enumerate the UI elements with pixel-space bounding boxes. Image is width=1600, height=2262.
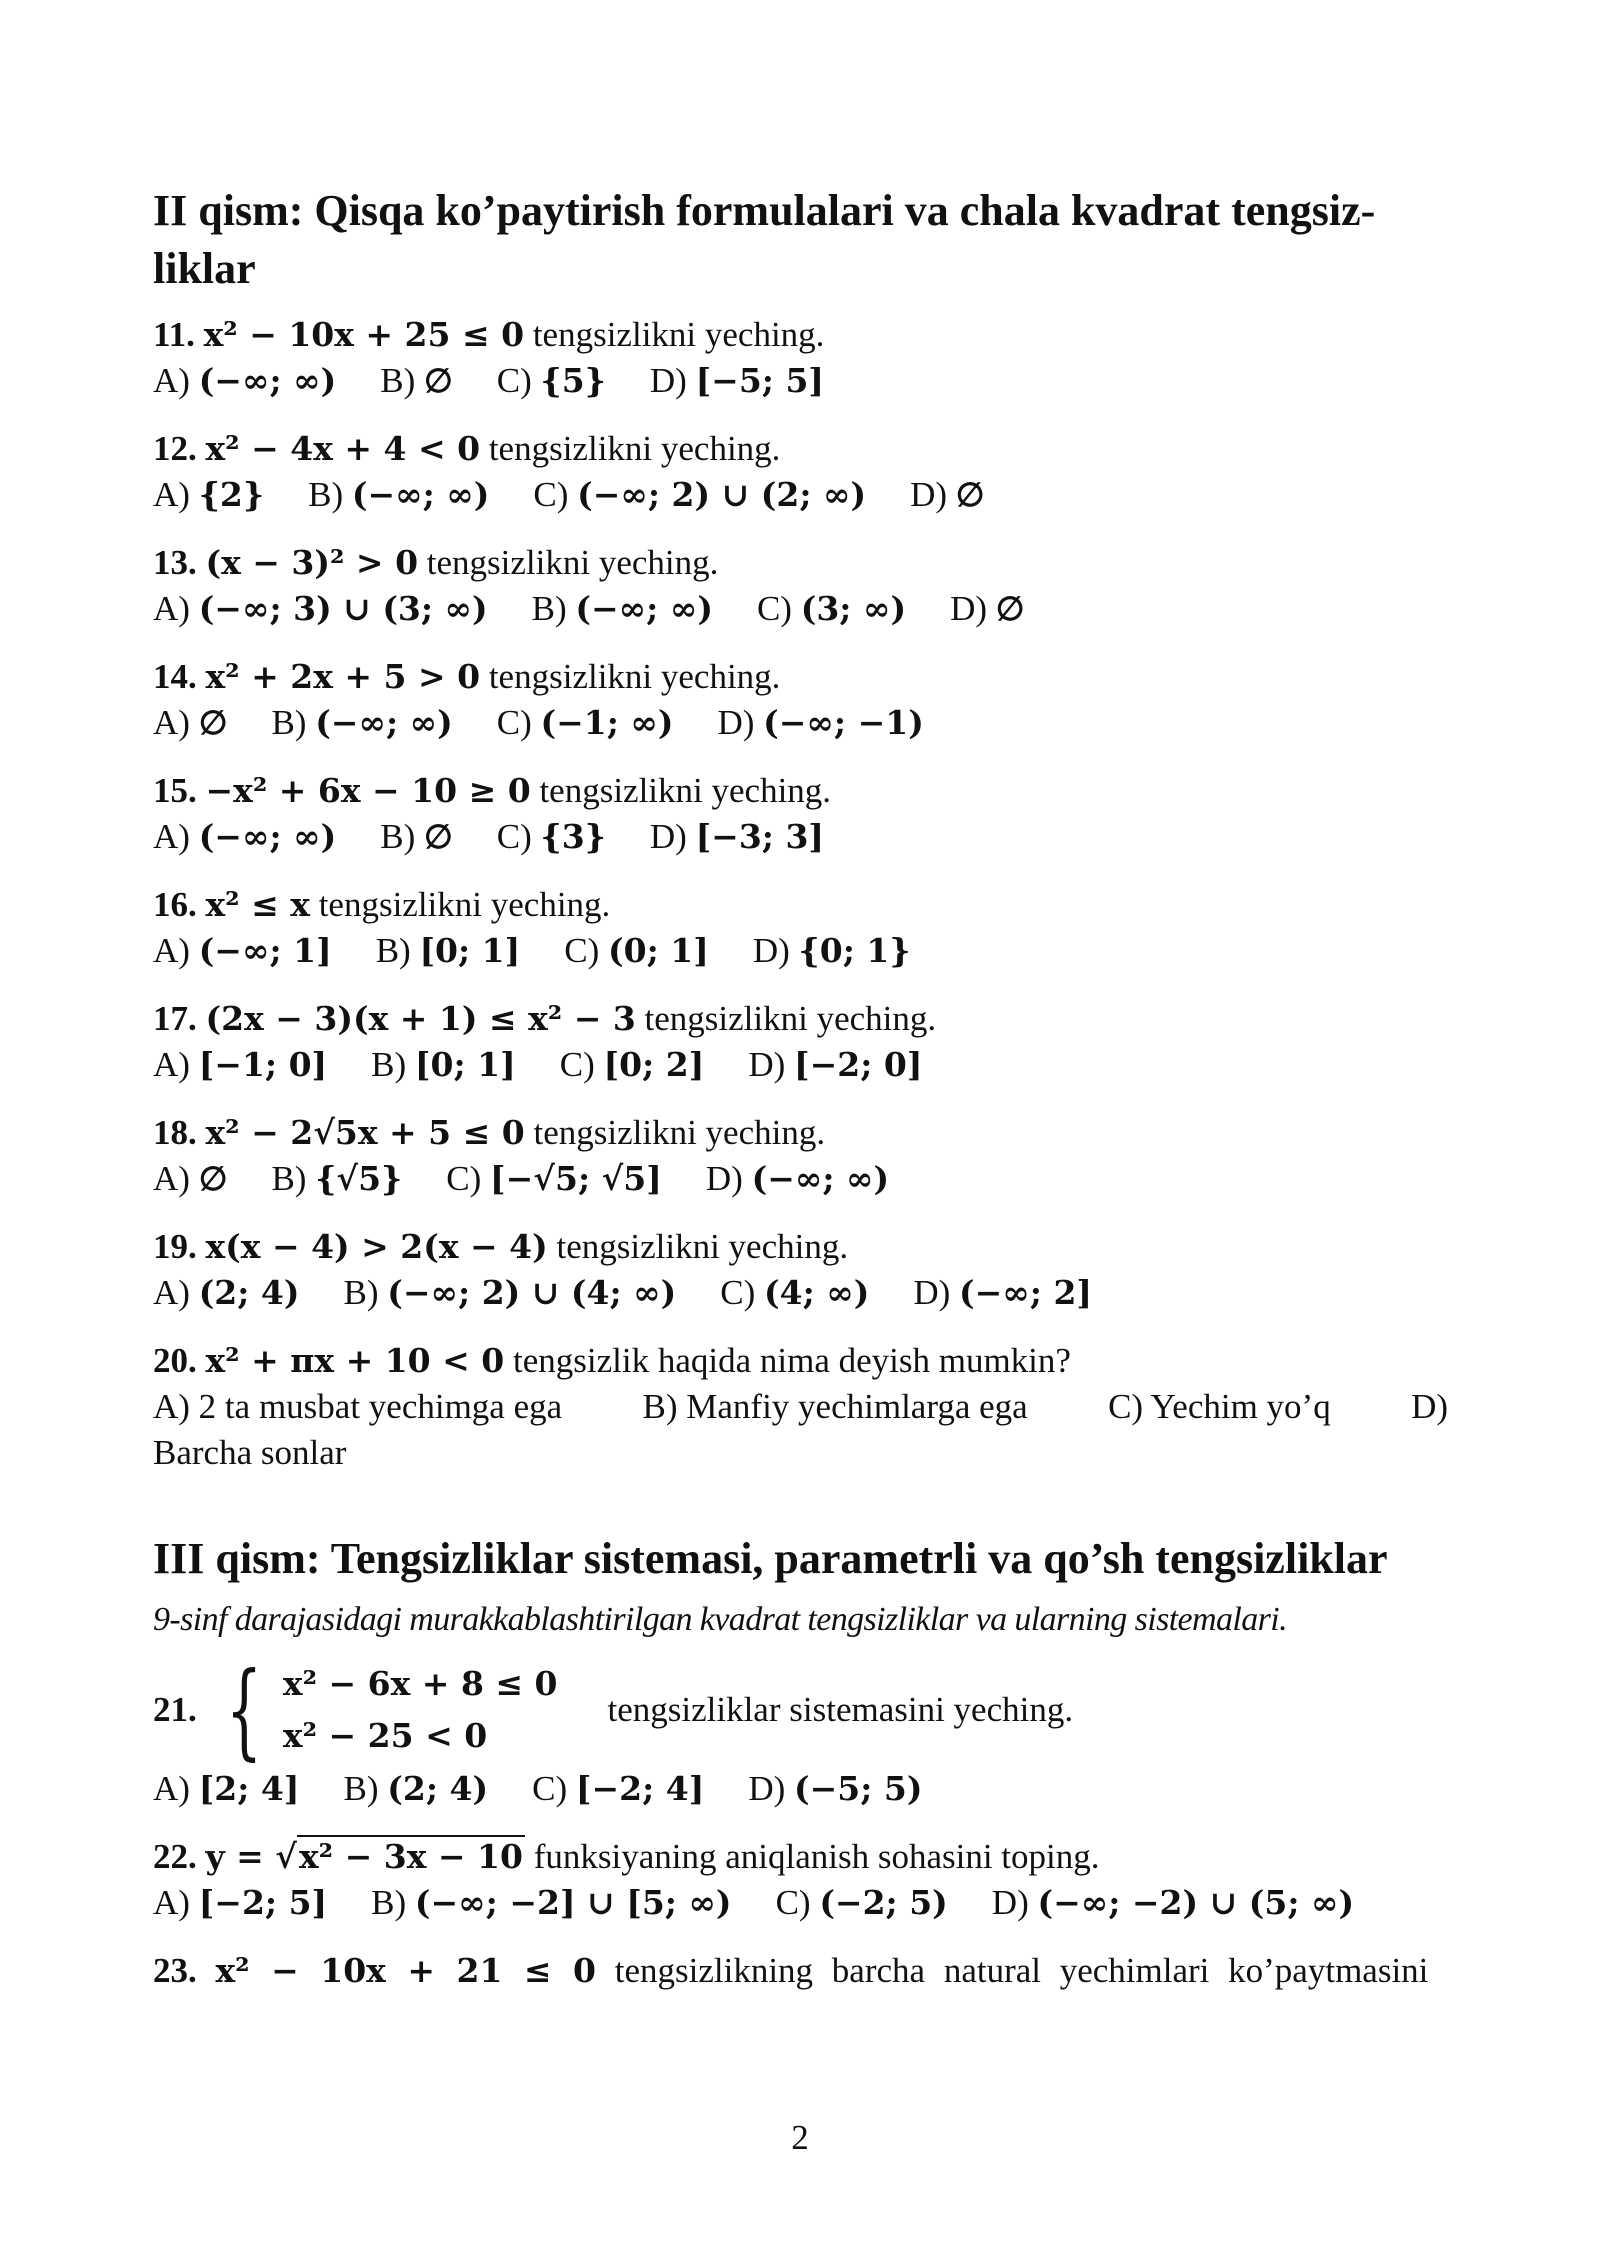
option-letter: C) (756, 589, 801, 628)
answer-option (380, 814, 453, 860)
problem-23 (153, 1948, 1453, 1994)
option-value: (3; ∞) (800, 589, 907, 628)
option-letter: C) (564, 931, 609, 970)
option-value: (−∞; −2] ∪ [5; ∞) (414, 1883, 732, 1922)
problem-expression: x² ≤ x (205, 885, 310, 924)
option-value: [−2; 5] (198, 1883, 328, 1922)
option-letter: D) (649, 361, 696, 400)
option-value: (−∞; ∞) (198, 361, 337, 400)
option-letter: C) (533, 475, 578, 514)
problem-number: 17. (153, 999, 197, 1038)
problem-11 (153, 312, 1453, 404)
option-d-continued: Barcha sonlar (153, 1433, 347, 1472)
option-a: A) 2 ta musbat yechimga ega (153, 1387, 563, 1426)
option-letter: B) (371, 1883, 415, 1922)
option-letter: A) (153, 1769, 199, 1808)
option-value: (0; 1] (608, 931, 709, 970)
option-value: (4; ∞) (764, 1273, 870, 1312)
option-value: (−∞; ∞) (575, 589, 713, 628)
problem-13 (153, 540, 1453, 632)
answer-option (153, 928, 332, 974)
option-letter: A) (153, 817, 199, 856)
answer-option (650, 358, 824, 404)
answer-option (950, 586, 1024, 632)
option-value: (−∞; 1] (198, 931, 332, 970)
option-value: [0; 1] (414, 1045, 516, 1084)
problem-16 (153, 882, 1453, 974)
problem-text: tengsizlikni yeching. (480, 657, 781, 696)
option-letter: D) (649, 817, 696, 856)
option-letter: A) (153, 1273, 199, 1312)
answer-option (717, 700, 923, 746)
answer-option (497, 814, 606, 860)
answer-option (153, 472, 264, 518)
option-value: (−∞; ∞) (315, 703, 453, 742)
problem-20 (153, 1338, 1453, 1476)
option-value: [0; 1] (419, 931, 521, 970)
section-3-title: III qism: Tengsizliklar sistemasi, parametrli va qo’sh tengsizliklar (153, 1534, 1388, 1583)
option-value: ∅ (423, 361, 453, 400)
problem-expression: x² − 10x + 21 ≤ 0 (215, 1951, 596, 1990)
option-letter: B) (380, 361, 424, 400)
option-letter: B) (343, 1769, 388, 1808)
options-row (153, 814, 1453, 860)
options-row (153, 1042, 1453, 1088)
answer-option (376, 928, 521, 974)
option-letter: D) (910, 475, 956, 514)
answer-option (153, 700, 227, 746)
option-value: (2; 4) (387, 1769, 489, 1808)
problem-text: tengsizlikni yeching. (524, 315, 825, 354)
problem-number: 23. (153, 1951, 197, 1990)
option-value: (−∞; 3) ∪ (3; ∞) (198, 589, 488, 628)
answer-option (748, 1766, 922, 1812)
problem-number: 13. (153, 543, 197, 582)
answer-option (720, 1270, 869, 1316)
problem-expression: (x − 3)² > 0 (205, 543, 419, 582)
option-letter: D) (705, 1159, 752, 1198)
answer-option (153, 1042, 327, 1088)
problem-number: 14. (153, 657, 197, 696)
option-letter: D) (717, 703, 764, 742)
answer-option (153, 358, 336, 404)
problem-expression: x² − 4x + 4 < 0 (205, 429, 481, 468)
options-row (153, 472, 1453, 518)
option-value: ∅ (423, 817, 453, 856)
answer-option (308, 472, 489, 518)
option-letter: A) (153, 475, 199, 514)
option-c: C) Yechim yo’q (1108, 1387, 1331, 1426)
answer-option (344, 1766, 489, 1812)
problem-number: 16. (153, 885, 197, 924)
problem-text: tengsizlikning barcha natural yechimlari ko’paytmasini (596, 1951, 1429, 1990)
option-value: [−1; 0] (198, 1045, 328, 1084)
answer-option (271, 700, 452, 746)
answer-option (560, 1042, 705, 1088)
radicand: x² − 3x − 10 (299, 1837, 523, 1876)
answer-option (497, 358, 606, 404)
problem-text: tengsizlikni yeching. (524, 1113, 826, 1152)
answer-option (650, 814, 824, 860)
option-value: (−5; 5) (794, 1769, 923, 1808)
option-value: ∅ (955, 475, 985, 514)
options-row (153, 586, 1453, 632)
option-letter: C) (446, 1159, 491, 1198)
option-value: [−2; 4] (575, 1769, 705, 1808)
option-letter: A) (153, 1883, 199, 1922)
problem-text: tengsizliklar sistemasini yeching. (607, 1690, 1074, 1729)
problem-text: tengsizlikni yeching. (530, 771, 832, 810)
problem-text: tengsizlikni yeching. (480, 429, 781, 468)
problem-number: 19. (153, 1227, 197, 1266)
option-value: (−∞; 2] (959, 1273, 1093, 1312)
answer-option (564, 928, 709, 974)
function-lhs: y = √ (205, 1837, 297, 1876)
answer-option (757, 586, 906, 632)
option-value: (−∞; −2) ∪ (5; ∞) (1037, 1883, 1355, 1922)
section-3-subtitle: 9-sinf darajasidagi murakkablashtirilgan kvadrat tengsizliklar va ularning sistemalari. (153, 1601, 1288, 1638)
problem-18 (153, 1110, 1453, 1202)
option-letter: A) (153, 931, 199, 970)
answer-option (153, 814, 336, 860)
option-letter: C) (496, 817, 541, 856)
option-value: (−∞; ∞) (198, 817, 337, 856)
problem-text: tengsizlikni yeching. (418, 543, 719, 582)
problem-text: tengsizlik haqida nima deyish mumkin? (504, 1341, 1071, 1380)
answer-option (153, 1270, 300, 1316)
option-value: (−∞; 2) ∪ (2; ∞) (577, 475, 867, 514)
problem-22-options (153, 1880, 1453, 1926)
section-3-heading (153, 1530, 1453, 1644)
section-2-title-line1: II qism: Qisqa ko’paytirish formulalari va chala kvadrat tengsiz- (153, 186, 1376, 235)
problem-number: 20. (153, 1341, 197, 1380)
option-letter: C) (496, 361, 541, 400)
option-value: [−3; 3] (695, 817, 825, 856)
problem-number: 12. (153, 429, 197, 468)
problem-expression: (2x − 3)(x + 1) ≤ x² − 3 (205, 999, 636, 1038)
problem-number: 15. (153, 771, 197, 810)
problem-14 (153, 654, 1453, 746)
option-value: {√5} (315, 1159, 403, 1198)
problem-21 (153, 1649, 1453, 1812)
answer-option (371, 1880, 731, 1926)
answer-option (748, 1042, 922, 1088)
problem-17 (153, 996, 1453, 1088)
answer-option (910, 472, 984, 518)
option-value: (−∞; 2) ∪ (4; ∞) (387, 1273, 677, 1312)
answer-option (706, 1156, 889, 1202)
option-letter: B) (271, 703, 316, 742)
option-letter: D) (748, 1045, 795, 1084)
option-d: D) (1411, 1387, 1448, 1426)
option-letter: B) (308, 475, 352, 514)
option-value: (2; 4) (198, 1273, 300, 1312)
problem-15 (153, 768, 1453, 860)
option-letter: C) (775, 1883, 820, 1922)
option-value: {3} (540, 817, 606, 856)
answer-option (371, 1042, 516, 1088)
answer-option (776, 1880, 948, 1926)
option-value: (−∞; −1) (763, 703, 924, 742)
option-value: (−1; ∞) (540, 703, 674, 742)
problem-21-options (153, 1766, 1453, 1812)
option-value: ∅ (198, 703, 228, 742)
option-value: ∅ (198, 1159, 228, 1198)
page-number: 2 (791, 2118, 809, 2157)
answer-option (344, 1270, 677, 1316)
problem-expression: x² − 10x + 25 ≤ 0 (203, 315, 525, 354)
option-letter: D) (913, 1273, 960, 1312)
page-content (153, 182, 1453, 1994)
problem-number: 18. (153, 1113, 197, 1152)
system-line-2: x² − 25 < 0 (282, 1716, 488, 1755)
option-letter: B) (343, 1273, 388, 1312)
problem-number: 21. (153, 1690, 197, 1729)
option-value: ∅ (995, 589, 1025, 628)
option-letter: A) (153, 361, 199, 400)
problem-text: tengsizlikni yeching. (547, 1227, 849, 1266)
problem-expression: x² − 2√5x + 5 ≤ 0 (205, 1113, 525, 1152)
problem-text: tengsizlikni yeching. (309, 885, 611, 924)
option-letter: C) (532, 1769, 576, 1808)
answer-option (271, 1156, 402, 1202)
problem-text: funksiyaning aniqlanish sohasini toping. (524, 1837, 1100, 1876)
option-letter: B) (271, 1159, 316, 1198)
options-row (153, 1270, 1453, 1316)
section-2-title-line2: liklar (153, 244, 256, 293)
option-letter: C) (559, 1045, 604, 1084)
system-brace: { (225, 1649, 263, 1771)
answer-option (532, 586, 713, 632)
problem-expression: x² + πx + 10 < 0 (205, 1341, 505, 1380)
option-letter: A) (153, 1045, 199, 1084)
option-letter: D) (991, 1883, 1038, 1922)
answer-option (497, 700, 674, 746)
answer-option (753, 928, 911, 974)
options-row (153, 358, 1453, 404)
option-letter: B) (375, 931, 420, 970)
problem-expression: −x² + 6x − 10 ≥ 0 (205, 771, 531, 810)
option-value: (−2; 5) (819, 1883, 948, 1922)
option-letter: A) (153, 703, 199, 742)
option-letter: B) (380, 817, 424, 856)
system-line-1: x² − 6x + 8 ≤ 0 (282, 1664, 558, 1703)
section-2-heading (153, 182, 1453, 312)
option-value: [2; 4] (198, 1769, 300, 1808)
option-letter: B) (531, 589, 576, 628)
answer-option (992, 1880, 1354, 1926)
options-row (153, 1156, 1453, 1202)
option-value: {0; 1} (798, 931, 911, 970)
option-value: [−2; 0] (794, 1045, 923, 1084)
option-value: (−∞; ∞) (751, 1159, 890, 1198)
problem-number: 22. (153, 1837, 197, 1876)
problem-22 (153, 1834, 1453, 1926)
option-value: {5} (540, 361, 606, 400)
answer-option (153, 1766, 300, 1812)
option-value: [−5; 5] (695, 361, 825, 400)
option-letter: A) (153, 589, 199, 628)
problem-19 (153, 1224, 1453, 1316)
problem-expression: x(x − 4) > 2(x − 4) (205, 1227, 548, 1266)
option-letter: C) (720, 1273, 764, 1312)
answer-option (532, 1766, 704, 1812)
problems-list (153, 312, 1453, 1338)
answer-option (380, 358, 453, 404)
answer-option (533, 472, 866, 518)
answer-option (153, 1156, 227, 1202)
answer-option (153, 1880, 327, 1926)
option-letter: D) (752, 931, 799, 970)
option-value: [0; 2] (603, 1045, 705, 1084)
problem-expression: x² + 2x + 5 > 0 (205, 657, 481, 696)
answer-option (153, 586, 488, 632)
options-row (153, 928, 1453, 974)
problem-number: 11. (153, 315, 195, 354)
option-letter: A) (153, 1159, 199, 1198)
answer-option (913, 1270, 1092, 1316)
option-value: {2} (198, 475, 265, 514)
options-row (153, 700, 1453, 746)
option-letter: D) (950, 589, 996, 628)
option-letter: C) (496, 703, 541, 742)
option-letter: D) (748, 1769, 795, 1808)
answer-option (446, 1156, 662, 1202)
option-value: (−∞; ∞) (351, 475, 490, 514)
problem-12 (153, 426, 1453, 518)
problem-text: tengsizlikni yeching. (635, 999, 937, 1038)
option-letter: B) (371, 1045, 415, 1084)
option-value: [−√5; √5] (490, 1159, 662, 1198)
option-b: B) Manfiy yechimlarga ega (642, 1387, 1028, 1426)
